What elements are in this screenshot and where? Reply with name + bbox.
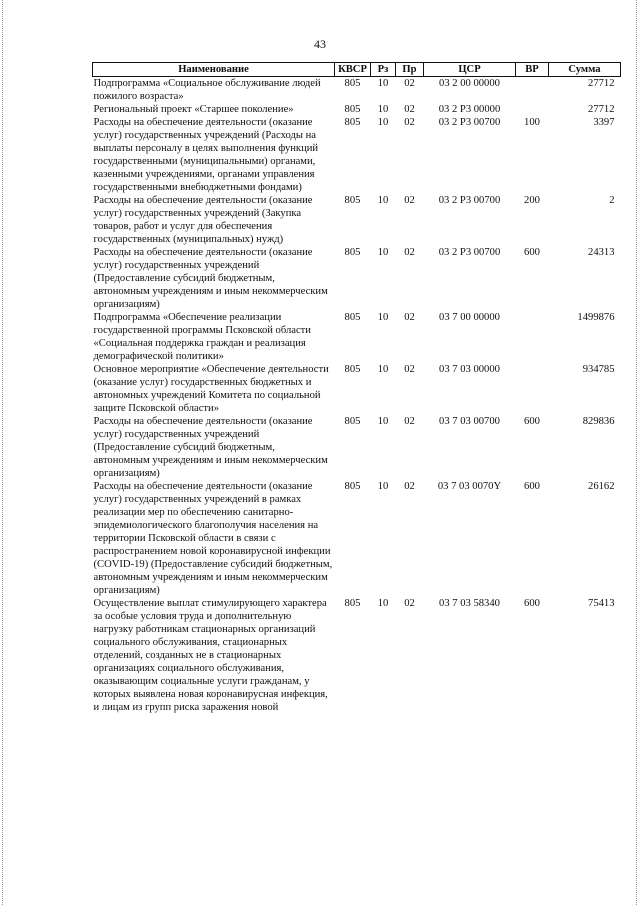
header-rz: Рз xyxy=(371,63,396,77)
row-csr: 03 2 P3 00000 xyxy=(438,104,501,115)
scan-edge-right xyxy=(636,0,638,905)
row-sum: 27712 xyxy=(588,104,615,115)
table-row xyxy=(93,363,621,415)
row-csr: 03 2 P3 00700 xyxy=(438,117,501,128)
table-row xyxy=(93,480,621,597)
header-kvsr: КВСР xyxy=(335,63,371,77)
row-rz: 10 xyxy=(377,117,389,128)
row-name: Региональный проект «Старшее поколение» xyxy=(93,104,294,115)
row-pr: 02 xyxy=(404,598,415,609)
table-row xyxy=(93,415,621,480)
row-kvsr: 805 xyxy=(344,104,361,115)
row-name: Осуществление выплат стимулирующего характера за особые условия труда и дополнительную нагрузку работникам стационарных организаций социального обслуживания, стационарных отделений, созданных не в стационарных организациях социального обслуживания, оказывающим социальные услуги гражданам, у которых выявлена новая коронавирусная инфекция, и лицам из групп риска заражения новой xyxy=(93,598,328,713)
header-pr: Пр xyxy=(396,63,424,77)
row-rz: 10 xyxy=(377,104,389,115)
page-number: 43 xyxy=(314,37,326,51)
header-sum: Сумма xyxy=(549,63,621,77)
row-csr: 03 2 P3 00700 xyxy=(438,247,501,258)
row-vr xyxy=(516,363,549,415)
row-pr: 02 xyxy=(404,416,415,427)
row-kvsr: 805 xyxy=(344,195,361,206)
row-pr: 02 xyxy=(404,117,415,128)
row-sum: 2 xyxy=(609,195,615,206)
row-sum: 75413 xyxy=(588,598,615,609)
row-vr: 600 xyxy=(524,481,540,492)
row-rz: 10 xyxy=(377,416,389,427)
row-pr: 02 xyxy=(404,104,415,115)
row-pr: 02 xyxy=(404,481,415,492)
row-sum: 934785 xyxy=(582,364,615,375)
row-vr xyxy=(516,103,549,116)
row-csr: 03 2 P3 00700 xyxy=(438,195,501,206)
row-vr: 100 xyxy=(524,117,540,128)
row-kvsr: 805 xyxy=(344,312,361,323)
row-pr: 02 xyxy=(404,247,415,258)
table-row xyxy=(93,597,621,714)
header-vr: ВР xyxy=(516,63,549,77)
row-vr: 600 xyxy=(524,247,540,258)
row-sum: 26162 xyxy=(588,481,615,492)
row-pr: 02 xyxy=(404,312,415,323)
header-name: Наименование xyxy=(93,63,335,77)
table-row xyxy=(93,246,621,311)
row-kvsr: 805 xyxy=(344,78,361,89)
row-vr xyxy=(516,311,549,363)
row-rz: 10 xyxy=(377,364,389,375)
header-csr: ЦСР xyxy=(424,63,516,77)
row-name: Основное мероприятие «Обеспечение деятельности (оказание услуг) государственных бюджетных и автономных учреждений Комитета по социальной защите Псковской области» xyxy=(93,364,329,414)
row-pr: 02 xyxy=(404,195,415,206)
row-kvsr: 805 xyxy=(344,247,361,258)
row-sum: 1499876 xyxy=(577,312,615,323)
scan-edge-left xyxy=(2,0,4,905)
row-csr: 03 7 00 00000 xyxy=(439,312,500,323)
table-row xyxy=(93,77,621,104)
row-vr xyxy=(516,77,549,104)
row-rz: 10 xyxy=(377,481,389,492)
row-vr: 600 xyxy=(524,416,540,427)
row-sum: 24313 xyxy=(588,247,615,258)
row-sum: 829836 xyxy=(582,416,615,427)
table-row xyxy=(93,311,621,363)
row-kvsr: 805 xyxy=(344,481,361,492)
row-name: Расходы на обеспечение деятельности (оказание услуг) государственных учреждений (Предоставление субсидий бюджетным, автономным учреждениям и иным некоммерческим организациям) xyxy=(93,247,328,310)
row-kvsr: 805 xyxy=(344,598,361,609)
row-csr: 03 7 03 00000 xyxy=(439,364,500,375)
row-kvsr: 805 xyxy=(344,117,361,128)
row-csr: 03 7 03 00700 xyxy=(439,416,500,427)
row-name: Расходы на обеспечение деятельности (оказание услуг) государственных учреждений в рамках реализации мер по обеспечению санитарно-эпидемиологического благополучия населения на территории Псковской области в связи с распространением новой коронавирусной инфекции (COVID-19) (Предоставление субсидий бюджетным, автономным учреждениям и иным некоммерческим организациям) xyxy=(93,481,333,596)
table-header-row xyxy=(93,63,621,77)
row-csr: 03 7 03 58340 xyxy=(439,598,500,609)
row-csr: 03 7 03 0070Y xyxy=(437,481,502,492)
row-sum: 3397 xyxy=(593,117,615,128)
row-pr: 02 xyxy=(404,364,415,375)
row-kvsr: 805 xyxy=(344,364,361,375)
table-row xyxy=(93,103,621,116)
row-rz: 10 xyxy=(377,195,389,206)
row-rz: 10 xyxy=(377,312,389,323)
row-vr: 600 xyxy=(524,598,540,609)
row-kvsr: 805 xyxy=(344,416,361,427)
row-name: Подпрограмма «Социальное обслуживание людей пожилого возраста» xyxy=(93,78,321,102)
row-rz: 10 xyxy=(377,78,389,89)
budget-table xyxy=(92,62,621,714)
row-pr: 02 xyxy=(404,78,415,89)
row-sum: 27712 xyxy=(588,78,615,89)
table-row xyxy=(93,194,621,246)
table-row xyxy=(93,116,621,194)
row-name: Расходы на обеспечение деятельности (оказание услуг) государственных учреждений (Предоставление субсидий бюджетным, автономным учреждениям и иным некоммерческим организациям) xyxy=(93,416,328,479)
row-vr: 200 xyxy=(524,195,540,206)
row-name: Подпрограмма «Обеспечение реализации государственной программы Псковской области «Социальная поддержка граждан и реализация демографической политики» xyxy=(93,312,311,362)
row-csr: 03 2 00 00000 xyxy=(439,78,500,89)
row-name: Расходы на обеспечение деятельности (оказание услуг) государственных учреждений (Расходы на выплаты персоналу в целях выполнения функций государственными (муниципальными) органами, казенными учреждениями, органами управления государственными внебюджетными фондами) xyxy=(93,117,319,193)
row-rz: 10 xyxy=(377,247,389,258)
row-rz: 10 xyxy=(377,598,389,609)
row-name: Расходы на обеспечение деятельности (оказание услуг) государственных учреждений (Закупка товаров, работ и услуг для обеспечения государственных (муниципальных) нужд) xyxy=(93,195,313,245)
